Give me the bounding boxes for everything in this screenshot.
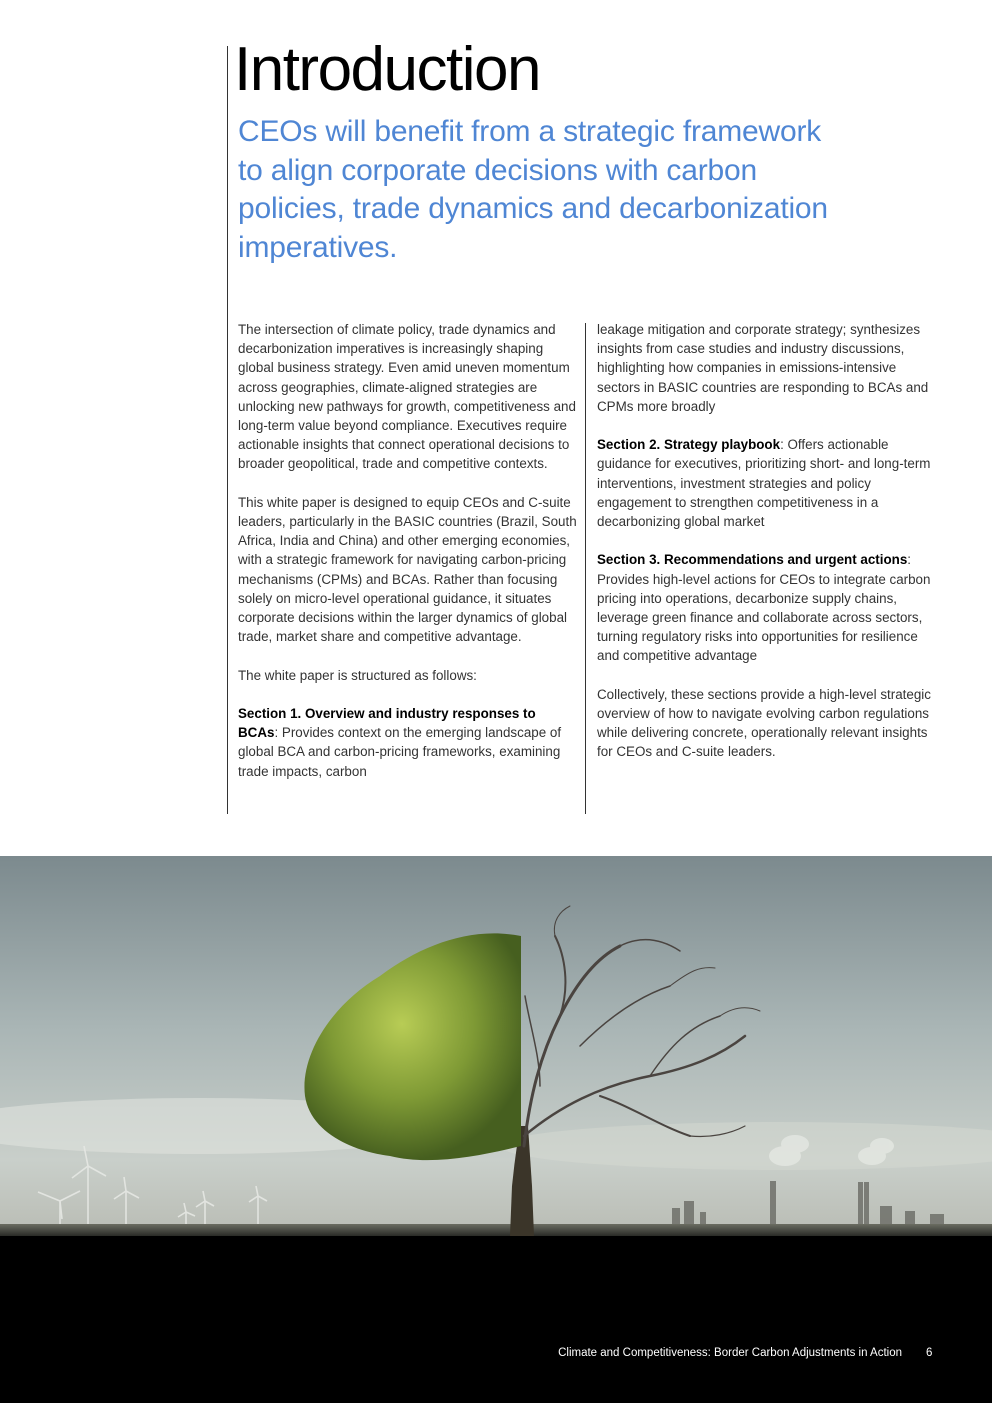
page-title: Introduction [234,35,540,104]
section-3-heading: Section 3. Recommendations and urgent actions [597,552,908,568]
right-column [597,320,937,781]
intro-paragraph-3: The white paper is structured as follows: [238,667,477,683]
footer-report-title [558,1347,902,1359]
section-3-item [597,550,937,665]
tree-illustration [0,856,992,1236]
section-2-item [597,435,937,531]
section-2-text: : Offers actionable guidance for executives, prioritizing short- and long-term interventions, investment strategies and policy engagement to strengthen competitiveness in a decarbonizing global market [597,437,931,530]
section-1-heading: Section 1. Overview and industry responses to BCAs [238,706,536,741]
intro-paragraph-2: This white paper is designed to equip CEOs and C-suite leaders, particularly in the BASIC countries (Brazil, South Africa, India and China) and other emerging economies, with a strategic framework for navigating carbon-pricing mechanisms (CPMs) and BCAs. Rather than focusing solely on micro-level operational guidance, it situates corporate decisions within the larger dynamics of global trade, market share and competitive advantage. [238,494,577,645]
closing-paragraph: Collectively, these sections provide a high-level strategic overview of how to navigate evolving carbon regulations while delivering concrete, operationally relevant insights for CEOs and C-suite leaders. [597,686,931,760]
section-1-item [238,704,578,781]
section-3-text: : Provides high-level actions for CEOs to integrate carbon pricing into operations, decarbonize supply chains, leverage green finance and collaborate across sectors, turning regulatory risks into opportunities for resilience and competitive advantage [597,552,931,664]
page-number: 6 [926,1347,933,1359]
intro-paragraph-1: The intersection of climate policy, trade dynamics and decarbonization imperatives is increasingly shaping global business strategy. Even amid uneven momentum across geographies, climate-aligned strategies are unlocking new pathways for growth, competitiveness and long-term value beyond compliance. Executives require actionable insights that connect operational decisions to broader geopolitical, trade and competitive contexts. [238,322,576,472]
footer-band [0,1236,992,1403]
left-column [238,320,578,800]
left-margin-rule [227,46,228,814]
column-divider [585,323,586,814]
footer-title-main: Climate and Competitiveness: [558,1347,711,1359]
section-1-text: : Provides context on the emerging landscape of global BCA and carbon-pricing frameworks, examining trade impacts, carbon [238,725,562,779]
footer-title-sub: Border Carbon Adjustments in Action [710,1347,902,1359]
tree-photo [0,856,992,1236]
lead-statement: CEOs will benefit from a strategic framework to align corporate decisions with carbon policies, trade dynamics and decarbonization imperatives. [238,115,828,264]
section-2-heading: Section 2. Strategy playbook [597,437,781,453]
section-1-continued: leakage mitigation and corporate strategy; synthesizes insights from case studies and industry discussions, highlighting how companies in emissions-intensive sectors in BASIC countries are responding to BCAs and CPMs more broadly [597,322,929,414]
